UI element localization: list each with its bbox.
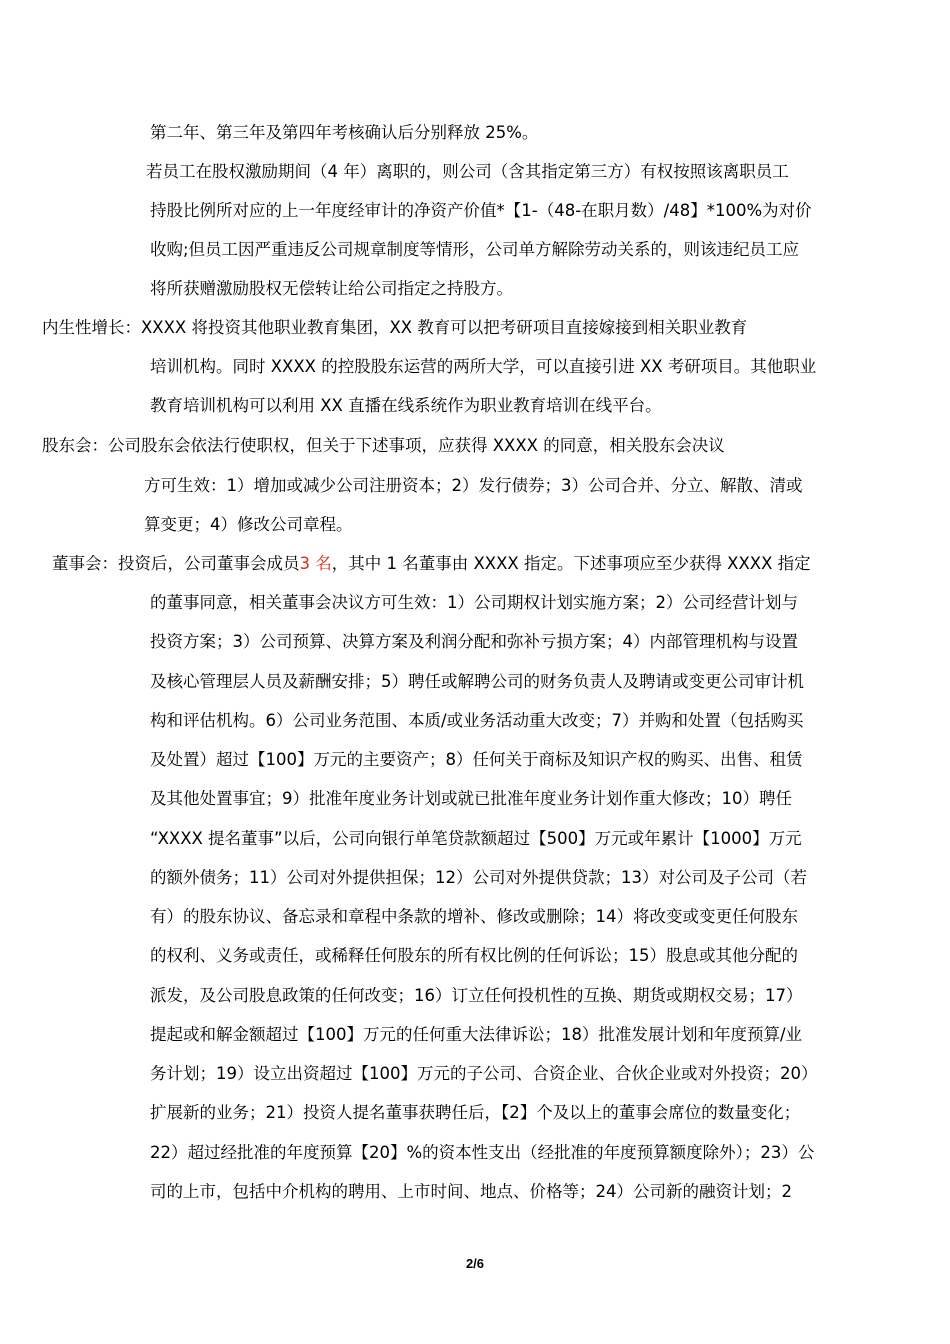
board-line-5: 构和评估机构。6）公司业务范围、本质/或业务活动重大改变；7）并购和处置（包括购买 <box>150 711 804 730</box>
shareholders-line-3: 算变更；4）修改公司章程。 <box>144 515 353 534</box>
shareholders-line-2: 方可生效：1）增加或减少公司注册资本；2）发行债券；3）公司合并、分立、解散、清或 <box>144 476 803 495</box>
board-line-12: 派发，及公司股息政策的任何改变；16）订立任何投机性的互换、期货或期权交易；17） <box>150 986 803 1005</box>
board-line-7: 及其他处置事宜；9）批准年度业务计划或就已批准年度业务计划作重大修改；10）聘任 <box>150 789 792 808</box>
shareholders-line-1: 股东会：公司股东会依法行使职权，但关于下述事项，应获得 XXXX 的同意，相关股东会决议 <box>42 436 725 455</box>
board-line-10: 有）的股东协议、备忘录和章程中条款的增补、修改或删除；14）将改变或变更任何股东 <box>150 907 798 926</box>
resignation-line-1: 若员工在股权激励期间（4 年）离职的，则公司（含其指定第三方）有权按照该离职员工 <box>146 162 789 181</box>
release-line-1: 第二年、第三年及第四年考核确认后分别释放 25%。 <box>150 123 539 142</box>
board-line-16: 22）超过经批准的年度预算【20】%的资本性支出（经批准的年度预算额度除外）；23）公 <box>150 1143 815 1162</box>
board-line-9: 的额外债务；11）公司对外提供担保；12）公司对外提供贷款；13）对公司及子公司（若 <box>150 868 807 887</box>
board-line-15: 扩展新的业务；21）投资人提名董事获聘任后，【2】个及以上的董事会席位的数量变化； <box>150 1103 801 1122</box>
resignation-line-4: 将所获赠激励股权无偿转让给公司指定之持股方。 <box>150 279 513 298</box>
board-line-6: 及处置）超过【100】万元的主要资产；8）任何关于商标及知识产权的购买、出售、租赁 <box>150 750 803 769</box>
board-line-13: 提起或和解金额超过【100】万元的任何重大法律诉讼；18）批准发展计划和年度预算/业 <box>150 1025 803 1044</box>
board-member-count: 3 名 <box>299 554 332 573</box>
board-line-3: 投资方案；3）公司预算、决算方案及利润分配和弥补亏损方案；4）内部管理机构与设置 <box>150 632 798 651</box>
board-line-8: “XXXX 提名董事”以后，公司向银行单笔贷款额超过【500】万元或年累计【1000】万元 <box>150 829 802 848</box>
organic-growth-line-2: 培训机构。同时 XXXX 的控股股东运营的两所大学，可以直接引进 XX 考研项目。其他职业 <box>150 357 817 376</box>
organic-growth-line-1: 内生性增长：XXXX 将投资其他职业教育集团，XX 教育可以把考研项目直接嫁接到相关职业教育 <box>42 318 748 337</box>
board-line-11: 的权利、义务或责任，或稀释任何股东的所有权比例的任何诉讼；15）股息或其他分配的 <box>150 946 798 965</box>
resignation-line-3: 收购;但员工因严重违反公司规章制度等情形，公司单方解除劳动关系的，则该违纪员工应 <box>150 240 800 259</box>
board-line-1 <box>52 552 811 576</box>
page-number: 2/6 <box>465 1256 485 1271</box>
resignation-line-2: 持股比例所对应的上一年度经审计的净资产价值*【1-（48-在职月数）/48】*100%为对价 <box>150 201 812 220</box>
board-line-17: 司的上市，包括中介机构的聘用、上市时间、地点、价格等；24）公司新的融资计划；2 <box>150 1182 792 1201</box>
board-line-1-prefix: 董事会：投资后，公司董事会成员 <box>52 554 300 573</box>
organic-growth-line-3: 教育培训机构可以利用 XX 直播在线系统作为职业教育培训在线平台。 <box>150 396 662 415</box>
board-line-2: 的董事同意，相关董事会决议方可生效：1）公司期权计划实施方案；2）公司经营计划与 <box>150 593 798 612</box>
board-line-4: 及核心管理层人员及薪酬安排；5）聘任或解聘公司的财务负责人及聘请或变更公司审计机 <box>150 672 804 691</box>
board-line-14: 务计划；19）设立出资超过【100】万元的子公司、合资企业、合伙企业或对外投资；20） <box>150 1064 818 1083</box>
board-line-1-suffix: ，其中 1 名董事由 XXXX 指定。下述事项应至少获得 XXXX 指定 <box>331 554 811 573</box>
